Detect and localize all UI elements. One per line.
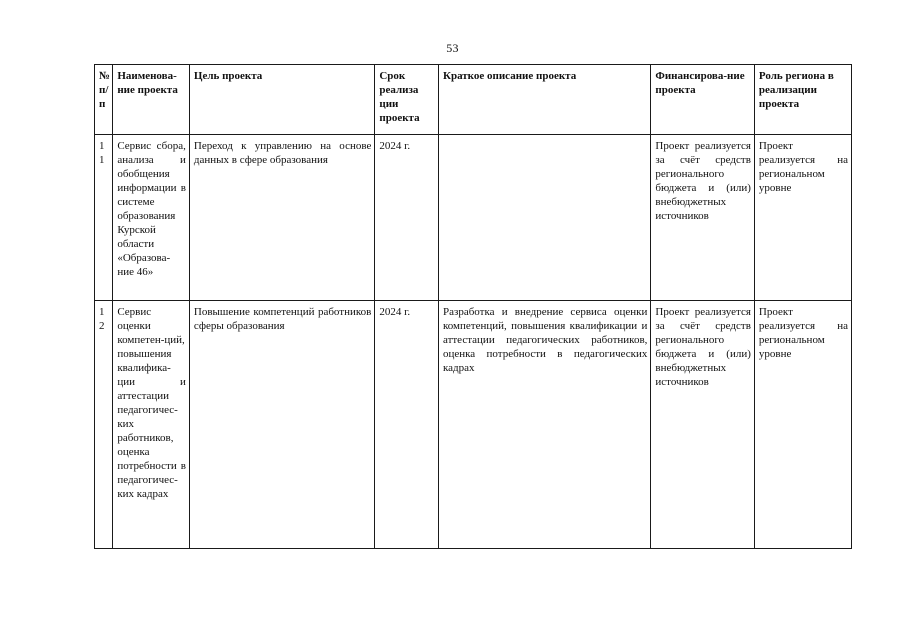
- header-term-label: Срок реализа ции проекта: [379, 70, 420, 124]
- header-financing-label: Финансирова-ние проекта: [655, 70, 745, 96]
- header-description: [438, 65, 650, 135]
- header-goal: [189, 65, 374, 135]
- header-name-label: Наименова-ние проекта: [117, 70, 178, 96]
- cell-region-role: Проект реализуется на региональном уровне: [754, 135, 851, 301]
- header-num-label: № п/п: [99, 70, 111, 110]
- table-header-row: [95, 65, 852, 135]
- header-financing: [651, 65, 755, 135]
- cell-region-role: Проект реализуется на региональном уровне: [754, 301, 851, 549]
- header-region-role: [754, 65, 851, 135]
- cell-num: 12: [95, 301, 113, 549]
- header-description-label: Краткое описание проекта: [442, 70, 577, 82]
- cell-description: Разработка и внедрение сервиса оценки компетенций, повышения квалификации и аттестации педагогических работников, оценка потребности в педагогических кадрах: [438, 301, 650, 549]
- header-num: [95, 65, 113, 135]
- header-term: [375, 65, 439, 135]
- header-name: [113, 65, 190, 135]
- cell-financing: Проект реализуется за счёт средств регионального бюджета и (или) внебюджетных источников: [651, 301, 755, 549]
- cell-term: 2024 г.: [375, 301, 439, 549]
- cell-term: 2024 г.: [375, 135, 439, 301]
- projects-table: [94, 64, 852, 549]
- cell-name: Сервис сбора, анализа и обобщения информации в системе образования Курской области «Образова-ние 46»: [113, 135, 190, 301]
- cell-financing: Проект реализуется за счёт средств регионального бюджета и (или) внебюджетных источников: [651, 135, 755, 301]
- cell-num: 11: [95, 135, 113, 301]
- table-row: [95, 135, 852, 301]
- cell-name: Сервис оценки компетен-ций, повышения квалифика-ции и аттестации педагогичес-ких работников, оценка потребности в педагогичес-ких кадрах: [113, 301, 190, 549]
- table-row: [95, 301, 852, 549]
- cell-goal: Повышение компетенций работников сферы образования: [189, 301, 374, 549]
- page-number: 53: [446, 41, 459, 55]
- header-region-role-label: Роль региона в реализации проекта: [758, 70, 834, 110]
- header-goal-label: Цель проекта: [193, 70, 263, 82]
- cell-description: [438, 135, 650, 301]
- cell-goal: Переход к управлению на основе данных в сфере образования: [189, 135, 374, 301]
